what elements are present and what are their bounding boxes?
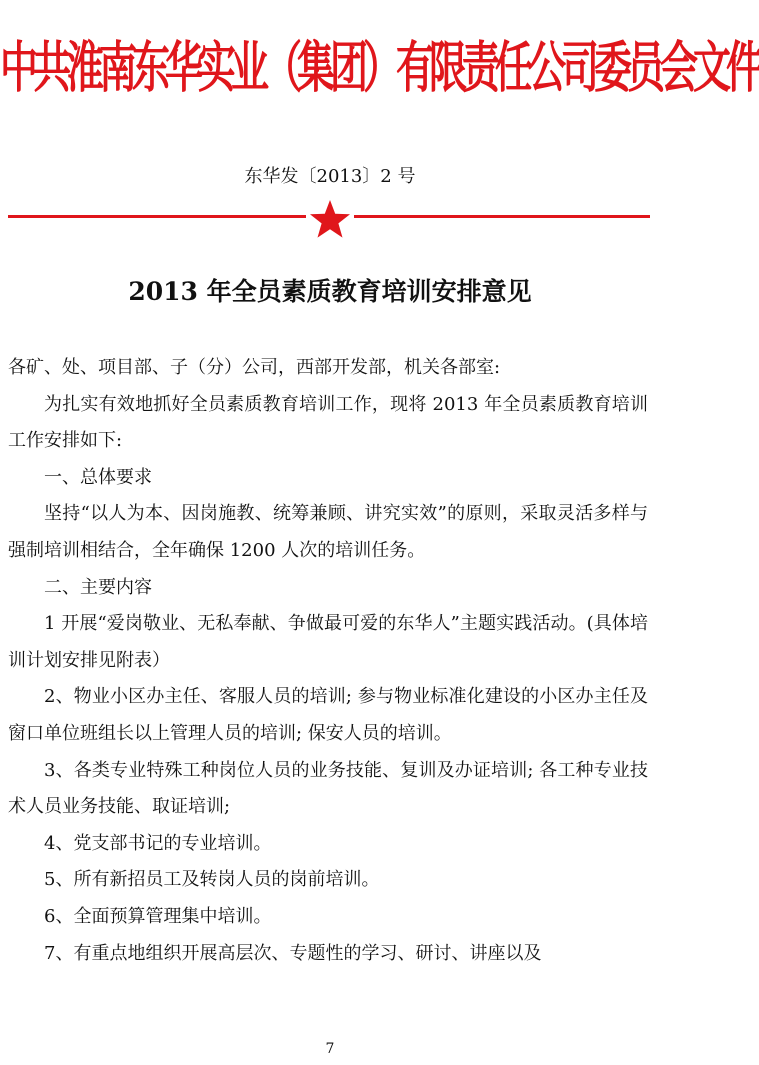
list-item: 7、有重点地组织开展高层次、专题性的学习、研讨、讲座以及 bbox=[44, 942, 542, 964]
document-number: 东华发〔2013〕2 号 bbox=[244, 166, 416, 187]
salutation: 各矿、处、项目部、子（分）公司，西部开发部，机关各部室: bbox=[8, 357, 501, 378]
list-item: 6、全面预算管理集中培训。 bbox=[44, 905, 272, 927]
star-icon bbox=[307, 199, 353, 239]
red-divider-left bbox=[8, 215, 306, 218]
body-paragraph: 为扎实有效地抓好全员素质教育培训工作，现将 2013 年全员素质教育培训工作安排如下: bbox=[8, 393, 648, 452]
list-item: 3、各类专业特殊工种岗位人员的业务技能、复训及办证培训; 各工种专业技术人员业务技能、取证培训; bbox=[8, 759, 648, 818]
list-item: 2、物业小区办主任、客服人员的培训; 参与物业标准化建设的小区办主任及窗口单位班组长以上管理人员的培训; 保安人员的培训。 bbox=[8, 686, 648, 744]
body-paragraph: 坚持“以人为本、因岗施教、统筹兼顾、讲究实效”的原则，采取灵活多样与强制培训相结合，全年确保 1200 人次的培训任务。 bbox=[8, 503, 648, 561]
section-heading: 二、主要内容 bbox=[44, 576, 152, 598]
list-item: 4、党支部书记的专业培训。 bbox=[44, 832, 272, 854]
section-heading: 一、总体要求 bbox=[44, 466, 152, 488]
document-title: 2013 年全员素质教育培训安排意见 bbox=[128, 277, 532, 306]
list-item: 1 开展“爱岗敬业、无私奉献、争做最可爱的东华人”主题实践活动。(具体培训计划安排见附表） bbox=[8, 613, 648, 671]
list-item: 5、所有新招员工及转岗人员的岗前培训。 bbox=[44, 869, 380, 891]
letterhead-title: 中共淮南东华实业（集团）有限责任公司委员会文件 bbox=[0, 35, 759, 100]
red-divider-right bbox=[354, 215, 650, 218]
star-shape bbox=[310, 200, 350, 238]
page-number: 7 bbox=[325, 1041, 335, 1057]
document-body bbox=[8, 350, 648, 972]
